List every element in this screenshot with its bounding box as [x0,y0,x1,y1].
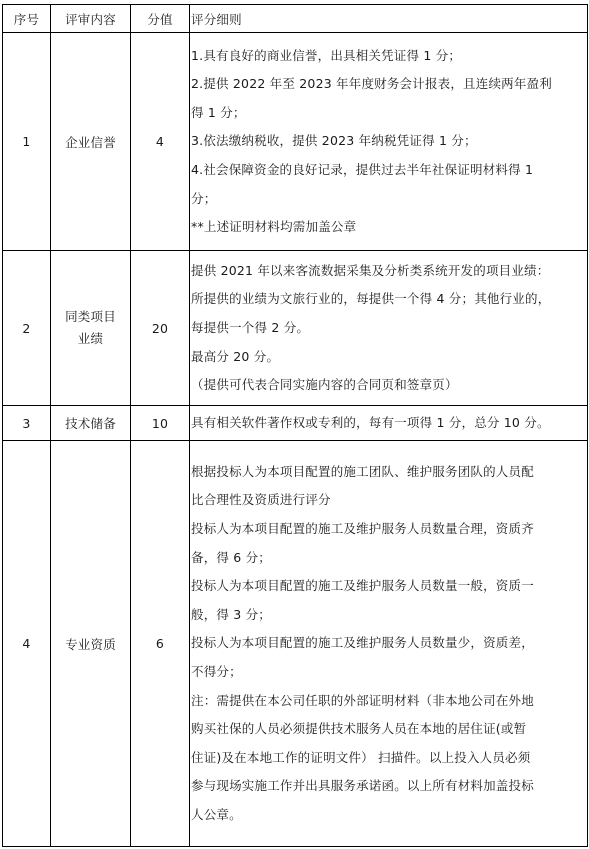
detail-line: 人公章。 [191,807,242,822]
header-index: 序号 [3,5,51,33]
detail-line: 比合理性及资质进行评分 [191,492,331,508]
row-score: 20 [131,251,190,406]
detail-line: 参与现场实施工作并出具服务承诺函。以上所有材料加盖投标 [191,778,534,794]
detail-line: 住证)及在本地工作的证明文件） 扫描件。以上投入人员必须 [191,749,531,765]
detail-line: 注：需提供在本公司任职的外部证明材料（非本地公司在外地 [191,692,534,708]
content-line: 同类项目 [65,309,116,325]
detail-line: 具有相关软件著作权或专利的，每有一项得 1 分，总分 10 分。 [191,415,550,431]
detail-line: 根据投标人为本项目配置的施工团队、维护服务团队的人员配 [191,463,534,479]
table-row [3,33,588,251]
header-detail: 评分细则 [190,5,588,33]
row-score: 6 [131,441,190,847]
row-detail [190,33,588,251]
detail-line: 投标人为本项目配置的施工及维护服务人员数量一般，资质一 [191,578,534,594]
row-content [51,251,131,406]
row-score: 10 [131,406,190,441]
row-score: 4 [131,33,190,251]
scoring-table [2,4,588,847]
detail-line: 分； [191,190,217,206]
detail-line: 投标人为本项目配置的施工及维护服务人员数量合理，资质齐 [191,521,534,537]
detail-line: 所提供的业绩为文旅行业的，每提供一个得 4 分；其他行业的， [191,291,551,307]
detail-line: 不得分； [191,664,242,680]
table-row [3,441,588,847]
row-content [51,406,131,441]
header-score: 分值 [131,5,190,33]
content-line: 企业信誉 [65,134,116,150]
detail-line: 得 1 分； [191,104,246,120]
row-index: 2 [3,251,51,406]
row-detail [190,406,588,441]
row-content [51,441,131,847]
detail-line: 投标人为本项目配置的施工及维护服务人员数量少，资质差， [191,635,534,651]
table-row [3,251,588,406]
row-detail [190,441,588,847]
detail-line: **上述证明材料均需加盖公章 [191,219,357,235]
row-detail [190,251,588,406]
detail-line: 3.依法缴纳税收，提供 2023 年纳税凭证得 1 分； [191,133,477,149]
header-content: 评审内容 [51,5,131,33]
detail-line: 2.提供 2022 年至 2023 年年度财务会计报表，且连续两年盈利 [191,76,552,92]
content-line: 技术储备 [65,416,116,432]
detail-line: 1.具有良好的商业信誉，出具相关凭证得 1 分； [191,47,462,63]
detail-line: 购买社保的人员必须提供技术服务人员在本地的居住证(或暂 [191,721,527,737]
detail-line: 提供 2021 年以来客流数据采集及分析类系统开发的项目业绩： [191,262,550,278]
detail-line: 4.社会保障资金的良好记录，提供过去半年社保证明材料得 1 [191,161,534,177]
detail-line: 每提供一个得 2 分。 [191,320,310,336]
content-line: 业绩 [77,331,104,347]
detail-line: 般，得 3 分； [191,606,271,622]
row-content [51,33,131,251]
row-index: 1 [3,33,51,251]
detail-line: 最高分 20 分。 [191,348,280,364]
detail-line: （提供可代表合同实施内容的合同页和签章页） [191,377,458,393]
table-header-row [3,5,588,33]
table-row [3,406,588,441]
content-line: 专业资质 [65,636,116,652]
row-index: 4 [3,441,51,847]
row-index: 3 [3,406,51,441]
detail-line: 备，得 6 分； [191,549,271,565]
